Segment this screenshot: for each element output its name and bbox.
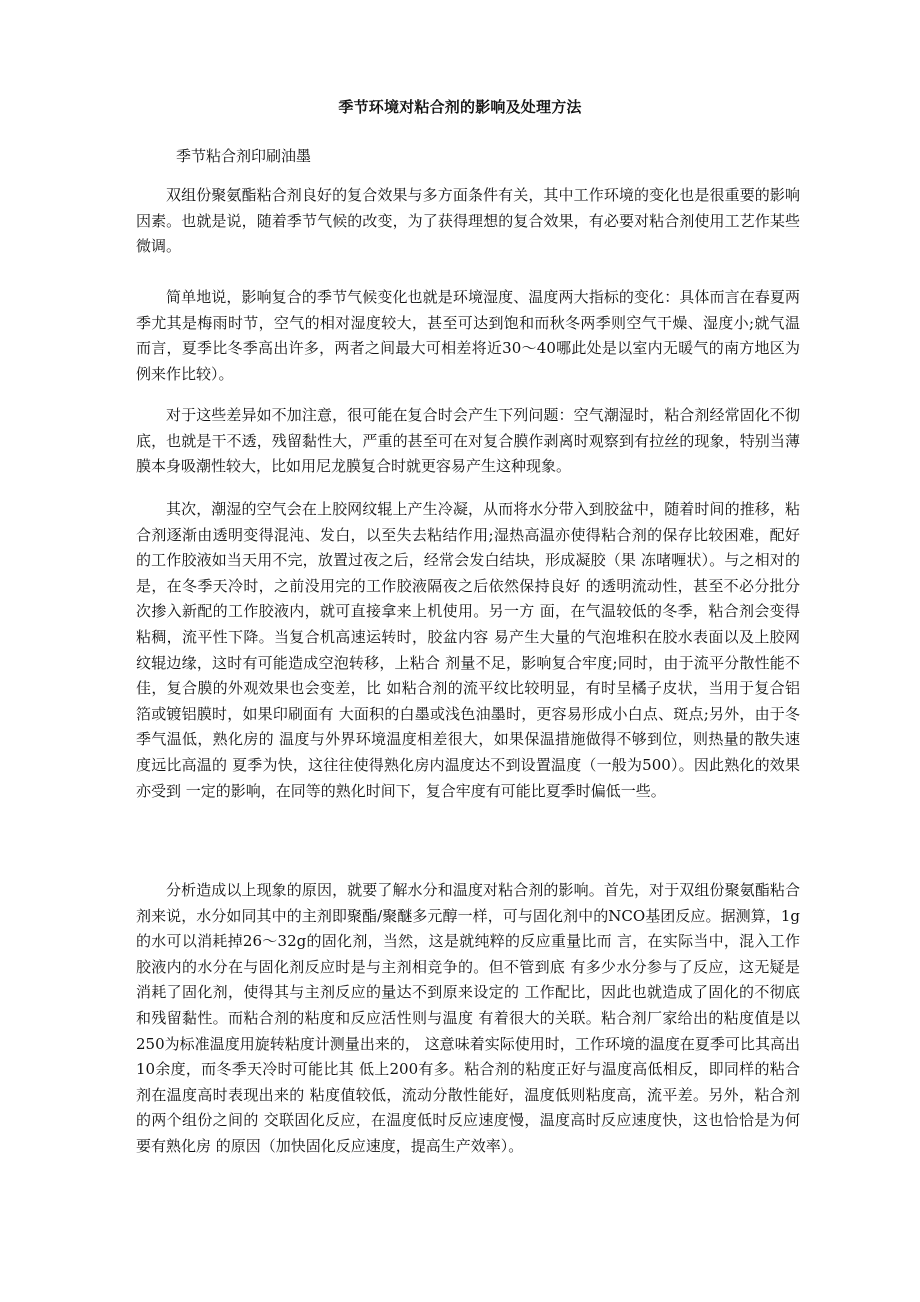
document-subtitle: 季节粘合剂印刷油墨 [176,147,312,165]
paragraph-5: 分析造成以上现象的原因，就要了解水分和温度对粘合剂的影响。首先，对于双组份聚氨酯粘合剂来说，水分如同其中的主剂即聚酯/聚醚多元醇一样，可与固化剂中的NCO基团反应。据测算，1g的水可以消耗掉26～32g的固化剂，当然，这是就纯粹的反应重量比而 言，在实际当中，混入工作胶液内的水分在与固化剂反应时是与主剂相竞争的。但不管到底 有多少水分参与了反应，这无疑是消耗了固化剂，使得其与主剂反应的量达不到原来设定的 工作配比，因此也就造成了固化的不彻底和残留黏性。而粘合剂的粘度和反应活性则与温度 有着很大的关联。粘合剂厂家给出的粘度值是以 250为标准温度用旋转粘度计测量出来的， 这意味着实际使用时，工作环境的温度在夏季可比其高出10余度，而冬季天冷时可能比其 低上200有多。粘合剂的粘度正好与温度高低相反，即同样的粘合剂在温度高时表现出来的 粘度值较低，流动分散性能好，温度低则粘度高，流平差。另外，粘合剂的两个组份之间的 交联固化反应，在温度低时反应速度慢，温度高时反应速度快，这也恰恰是为何要有熟化房 的原因（加快固化反应速度，提高生产效率）。 [136,881,800,1155]
paragraph-3: 对于这些差异如不加注意，很可能在复合时会产生下列问题：空气潮湿时，粘合剂经常固化不彻底，也就是干不透，残留黏性大，严重的甚至可在对复合膜作剥离时观察到有拉丝的现象，特别当薄膜本身吸潮性较大，比如用尼龙膜复合时就更容易产生这种现象。 [136,406,800,476]
paragraph-4: 其次，潮湿的空气会在上胶网纹辊上产生冷凝，从而将水分带入到胶盆中，随着时间的推移，粘合剂逐渐由透明变得混沌、发白，以至失去粘结作用;湿热高温亦使得粘合剂的保存比较困难，配好的工作胶液如当天用不完，放置过夜之后，经常会发白结块，形成凝胶（果 冻啫喱状）。与之相对的是，在冬季天冷时，之前没用完的工作胶液隔夜之后依然保持良好 的透明流动性，甚至不必分批分次掺入新配的工作胶液内，就可直接拿来上机使用。另一方 面，在气温较低的冬季，粘合剂会变得粘稠，流平性下降。当复合机高速运转时，胶盆内容 易产生大量的气泡堆积在胶水表面以及上胶网纹辊边缘，这时有可能造成空泡转移，上粘合 剂量不足，影响复合牢度;同时，由于流平分散性能不佳，复合膜的外观效果也会变差，比 如粘合剂的流平纹比较明显，有时呈橘子皮状，当用于复合铝箔或镀铝膜时，如果印刷面有 大面积的白墨或浅色油墨时，更容易形成小白点、斑点;另外，由于冬季气温低，熟化房的 温度与外界环境温度相差很大，如果保温措施做得不够到位，则热量的散失速度远比高温的 夏季为快，这往往使得熟化房内温度达不到设置温度（一般为500）。因此熟化的效果亦受到 一定的影响，在同等的熟化时间下，复合牢度有可能比夏季时偏低一些。 [136,500,800,800]
paragraph-1: 双组份聚氨酯粘合剂良好的复合效果与多方面条件有关，其中工作环境的变化也是很重要的影响因素。也就是说，随着季节气候的改变，为了获得理想的复合效果，有必要对粘合剂使用工艺作某些微调。 [136,186,800,256]
document-title: 季节环境对粘合剂的影响及处理方法 [338,98,582,116]
paragraph-2: 简单地说，影响复合的季节气候变化也就是环境湿度、温度两大指标的变化：具体而言在春夏两季尤其是梅雨时节，空气的相对湿度较大，甚至可达到饱和而秋冬两季则空气干燥、湿度小;就气温而言，夏季比冬季高出许多，两者之间最大可相差将近30～40哪此处是以室内无暖气的南方地区为例来作比较）。 [136,288,800,383]
